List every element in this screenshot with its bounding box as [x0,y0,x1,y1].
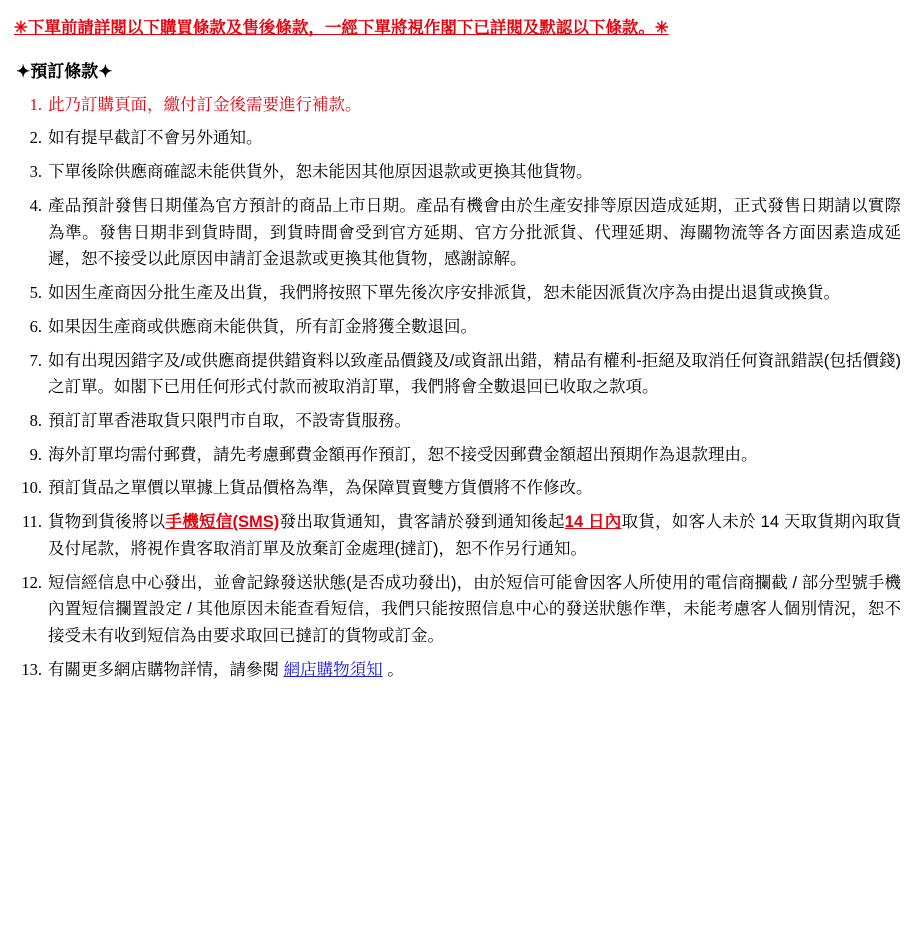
list-item-text: 產品預計發售日期僅為官方預計的商品上市日期。產品有機會由於生產安排等原因造成延期，正式發售日期請以實際為準。發售日期非到貨時間，到貨時間會受到官方延期、官方分批派貨、代理延期、海關物流等各方面因素造成延遲，恕不接受以此原因申請訂金退款或更換其他貨物，感謝諒解。 [48,196,901,269]
list-item-text [48,513,901,558]
list-item-text: 如果因生產商或供應商未能供貨，所有訂金將獲全數退回。 [48,317,477,336]
item11-sms-highlight: 手機短信(SMS) [165,513,280,532]
section-title-preorder-terms: ✦預訂條款✦ [16,61,113,81]
list-item [12,314,901,341]
list-item [12,125,901,152]
list-item-number: 11. [21,512,42,532]
list-item-number: 1. [29,94,42,114]
terms-list [12,92,901,684]
list-item [12,475,901,502]
list-item-text: 海外訂單均需付郵費，請先考慮郵費金額再作預訂，恕不接受因郵費金額超出預期作為退款理由。 [48,445,758,464]
list-item-text: 如有出現因錯字及/或供應商提供錯資料以致產品價錢及/或資訊出錯，精品有權利-拒絕及取消任何資訊錯誤(包括價錢)之訂單。如閣下已用任何形式付款而被取消訂單，我們將會全數退回已收取之款項。 [48,351,901,397]
list-item-number: 7. [29,350,42,370]
list-item-text: 預訂貨品之單價以單據上貨品價格為準，為保障買賣雙方貨價將不作修改。 [48,479,593,498]
list-item-number: 9. [29,444,42,464]
item13-part2: 。 [387,660,404,679]
item13-part1: 有關更多網店購物詳情，請參閱 [48,660,279,679]
list-item [12,348,901,401]
list-item-number: 3. [29,162,42,182]
list-item-number: 6. [29,316,42,336]
list-item-text: 預訂訂單香港取貨只限門市自取，不設寄貨服務。 [48,411,411,430]
shop-guide-link[interactable]: 網店購物須知 [283,660,383,679]
list-item-text: 短信經信息中心發出，並會記錄發送狀態(是否成功發出)，由於短信可能會因客人所使用的電信商攔截 / 部分型號手機內置短信攔置設定 / 其他原因未能查看短信，我們只能按照信息中心的發送狀態作準，未能考慮客人個別情況，恕不接受未有收到短信為由要求取回已撻訂的貨物或訂金。 [48,573,901,645]
list-item-number: 12. [21,572,42,592]
item11-part1: 貨物到貨後將以 [48,513,166,532]
list-item-text: 如有提早截訂不會另外通知。 [48,129,263,148]
list-item [12,280,901,307]
list-item-number: 5. [29,283,42,303]
list-item [12,442,901,469]
item11-part2: 發出取貨通知，貴客請於發到通知後起 [279,513,565,532]
list-item-number: 2. [29,128,42,148]
list-item [12,657,901,684]
list-item-number: 13. [21,659,42,679]
list-item-text [48,661,404,679]
list-item-number: 10. [21,478,42,498]
list-item [12,159,901,186]
list-item-text: 此乃訂購頁面，繳付訂金後需要進行補款。 [48,95,362,114]
list-item-text: 如因生產商因分批生產及出貨，我們將按照下單先後次序安排派貨，恕未能因派貨次序為由提出退貨或換貨。 [48,284,840,303]
list-item [12,509,901,562]
item11-part3: 取貨，如客人未於 14 天取貨期內取貨及付尾款，將視作貴客取消訂單及放棄訂金處理(撻訂)，恕不作另行通知。 [48,513,902,558]
list-item [12,193,901,273]
item11-deadline-highlight: 14 日內 [564,513,622,532]
list-item-number: 8. [29,410,42,430]
list-item [12,570,901,650]
list-item [12,92,901,119]
list-item-text: 下單後除供應商確認未能供貨外，恕未能因其他原因退款或更換其他貨物。 [48,163,593,182]
top-warning-banner: ✳下單前請詳閱以下購買條款及售後條款，一經下單將視作閣下已詳閱及默認以下條款。✳ [14,19,669,37]
list-item [12,408,901,435]
list-item-number: 4. [29,195,42,215]
